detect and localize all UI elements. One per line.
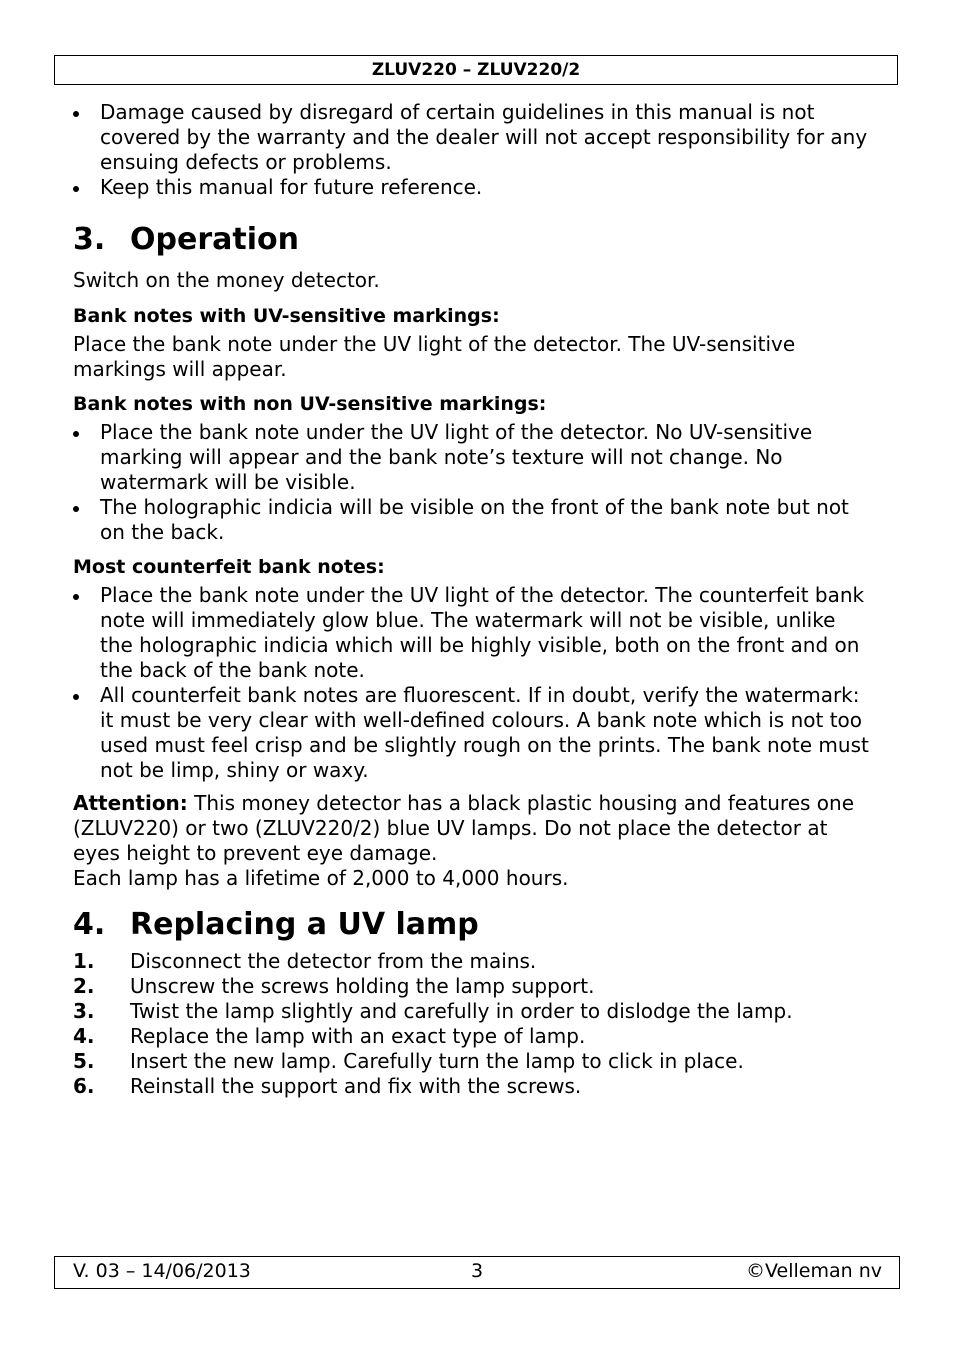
footer-page-number: 3 bbox=[471, 1260, 484, 1282]
page-header bbox=[54, 55, 898, 85]
section-4-heading bbox=[73, 907, 873, 943]
attention-text: This money detector has a black plastic housing and features one (ZLUV220) or two (ZLUV220/2) blue UV lamps. Do not place the detector at eyes height to prevent eye damage. bbox=[73, 791, 854, 865]
bullet-icon bbox=[73, 431, 79, 437]
section-3-heading bbox=[73, 222, 873, 258]
list-item: 3. Twist the lamp slightly and carefully in order to dislodge the lamp. bbox=[73, 999, 793, 1023]
attention-label: Attention: bbox=[73, 791, 188, 815]
non-uv-markings-heading: Bank notes with non UV-sensitive markings: bbox=[73, 393, 547, 415]
list-item: The holographic indicia will be visible on the front of the bank note but not on the back. bbox=[73, 495, 873, 545]
operation-intro: Switch on the money detector. bbox=[73, 268, 380, 292]
page-content bbox=[73, 100, 873, 1099]
section-number: 3. bbox=[73, 222, 106, 257]
list-item: 6. Reinstall the support and fix with the screws. bbox=[73, 1074, 582, 1098]
page-footer bbox=[54, 1256, 900, 1289]
lamp-lifetime-text: Each lamp has a lifetime of 2,000 to 4,000 hours. bbox=[73, 866, 569, 890]
uv-markings-heading: Bank notes with UV-sensitive markings: bbox=[73, 305, 500, 327]
list-item: Place the bank note under the UV light of the detector. No UV-sensitive marking will appear and the bank note’s texture will not change. No watermark will be visible. bbox=[73, 420, 873, 495]
list-item: 2. Unscrew the screws holding the lamp support. bbox=[73, 974, 595, 998]
bullet-icon bbox=[73, 506, 79, 512]
list-item: All counterfeit bank notes are fluorescent. If in doubt, verify the watermark: it must be very clear with well-defined colours. A bank note which is not too used must feel crisp and be slightly rough on the prints. The bank note must not be limp, shiny or waxy. bbox=[73, 683, 873, 783]
header-model: ZLUV220 – ZLUV220/2 bbox=[371, 60, 581, 80]
section-title: Operation bbox=[130, 222, 299, 257]
list-item: 4. Replace the lamp with an exact type of lamp. bbox=[73, 1024, 586, 1048]
list-item: 1. Disconnect the detector from the mains. bbox=[73, 949, 537, 973]
list-item: Keep this manual for future reference. bbox=[73, 175, 873, 200]
uv-markings-text: Place the bank note under the UV light of the detector. The UV-sensitive markings will appear. bbox=[73, 332, 796, 381]
list-item: Damage caused by disregard of certain guidelines in this manual is not covered by the warranty and the dealer will not accept responsibility for any ensuing defects or problems. bbox=[73, 100, 873, 175]
list-item: Place the bank note under the UV light of the detector. The counterfeit bank note will immediately glow blue. The watermark will not be visible, unlike the holographic indicia which will be highly visible, both on the front and on the back of the bank note. bbox=[73, 583, 873, 683]
intro-bullet-list bbox=[73, 100, 873, 200]
replacement-steps bbox=[73, 949, 873, 1099]
counterfeit-heading: Most counterfeit bank notes: bbox=[73, 556, 385, 578]
bullet-icon bbox=[73, 594, 79, 600]
bullet-icon bbox=[73, 186, 79, 192]
section-title: Replacing a UV lamp bbox=[130, 907, 479, 942]
bullet-icon bbox=[73, 694, 79, 700]
non-uv-bullet-list bbox=[73, 420, 873, 545]
section-number: 4. bbox=[73, 907, 106, 942]
counterfeit-bullet-list bbox=[73, 583, 873, 783]
bullet-icon bbox=[73, 111, 79, 117]
attention-paragraph bbox=[73, 791, 873, 866]
footer-copyright: ©Velleman nv bbox=[746, 1260, 882, 1282]
list-item: 5. Insert the new lamp. Carefully turn the lamp to click in place. bbox=[73, 1049, 744, 1073]
footer-version: V. 03 – 14/06/2013 bbox=[73, 1260, 251, 1282]
